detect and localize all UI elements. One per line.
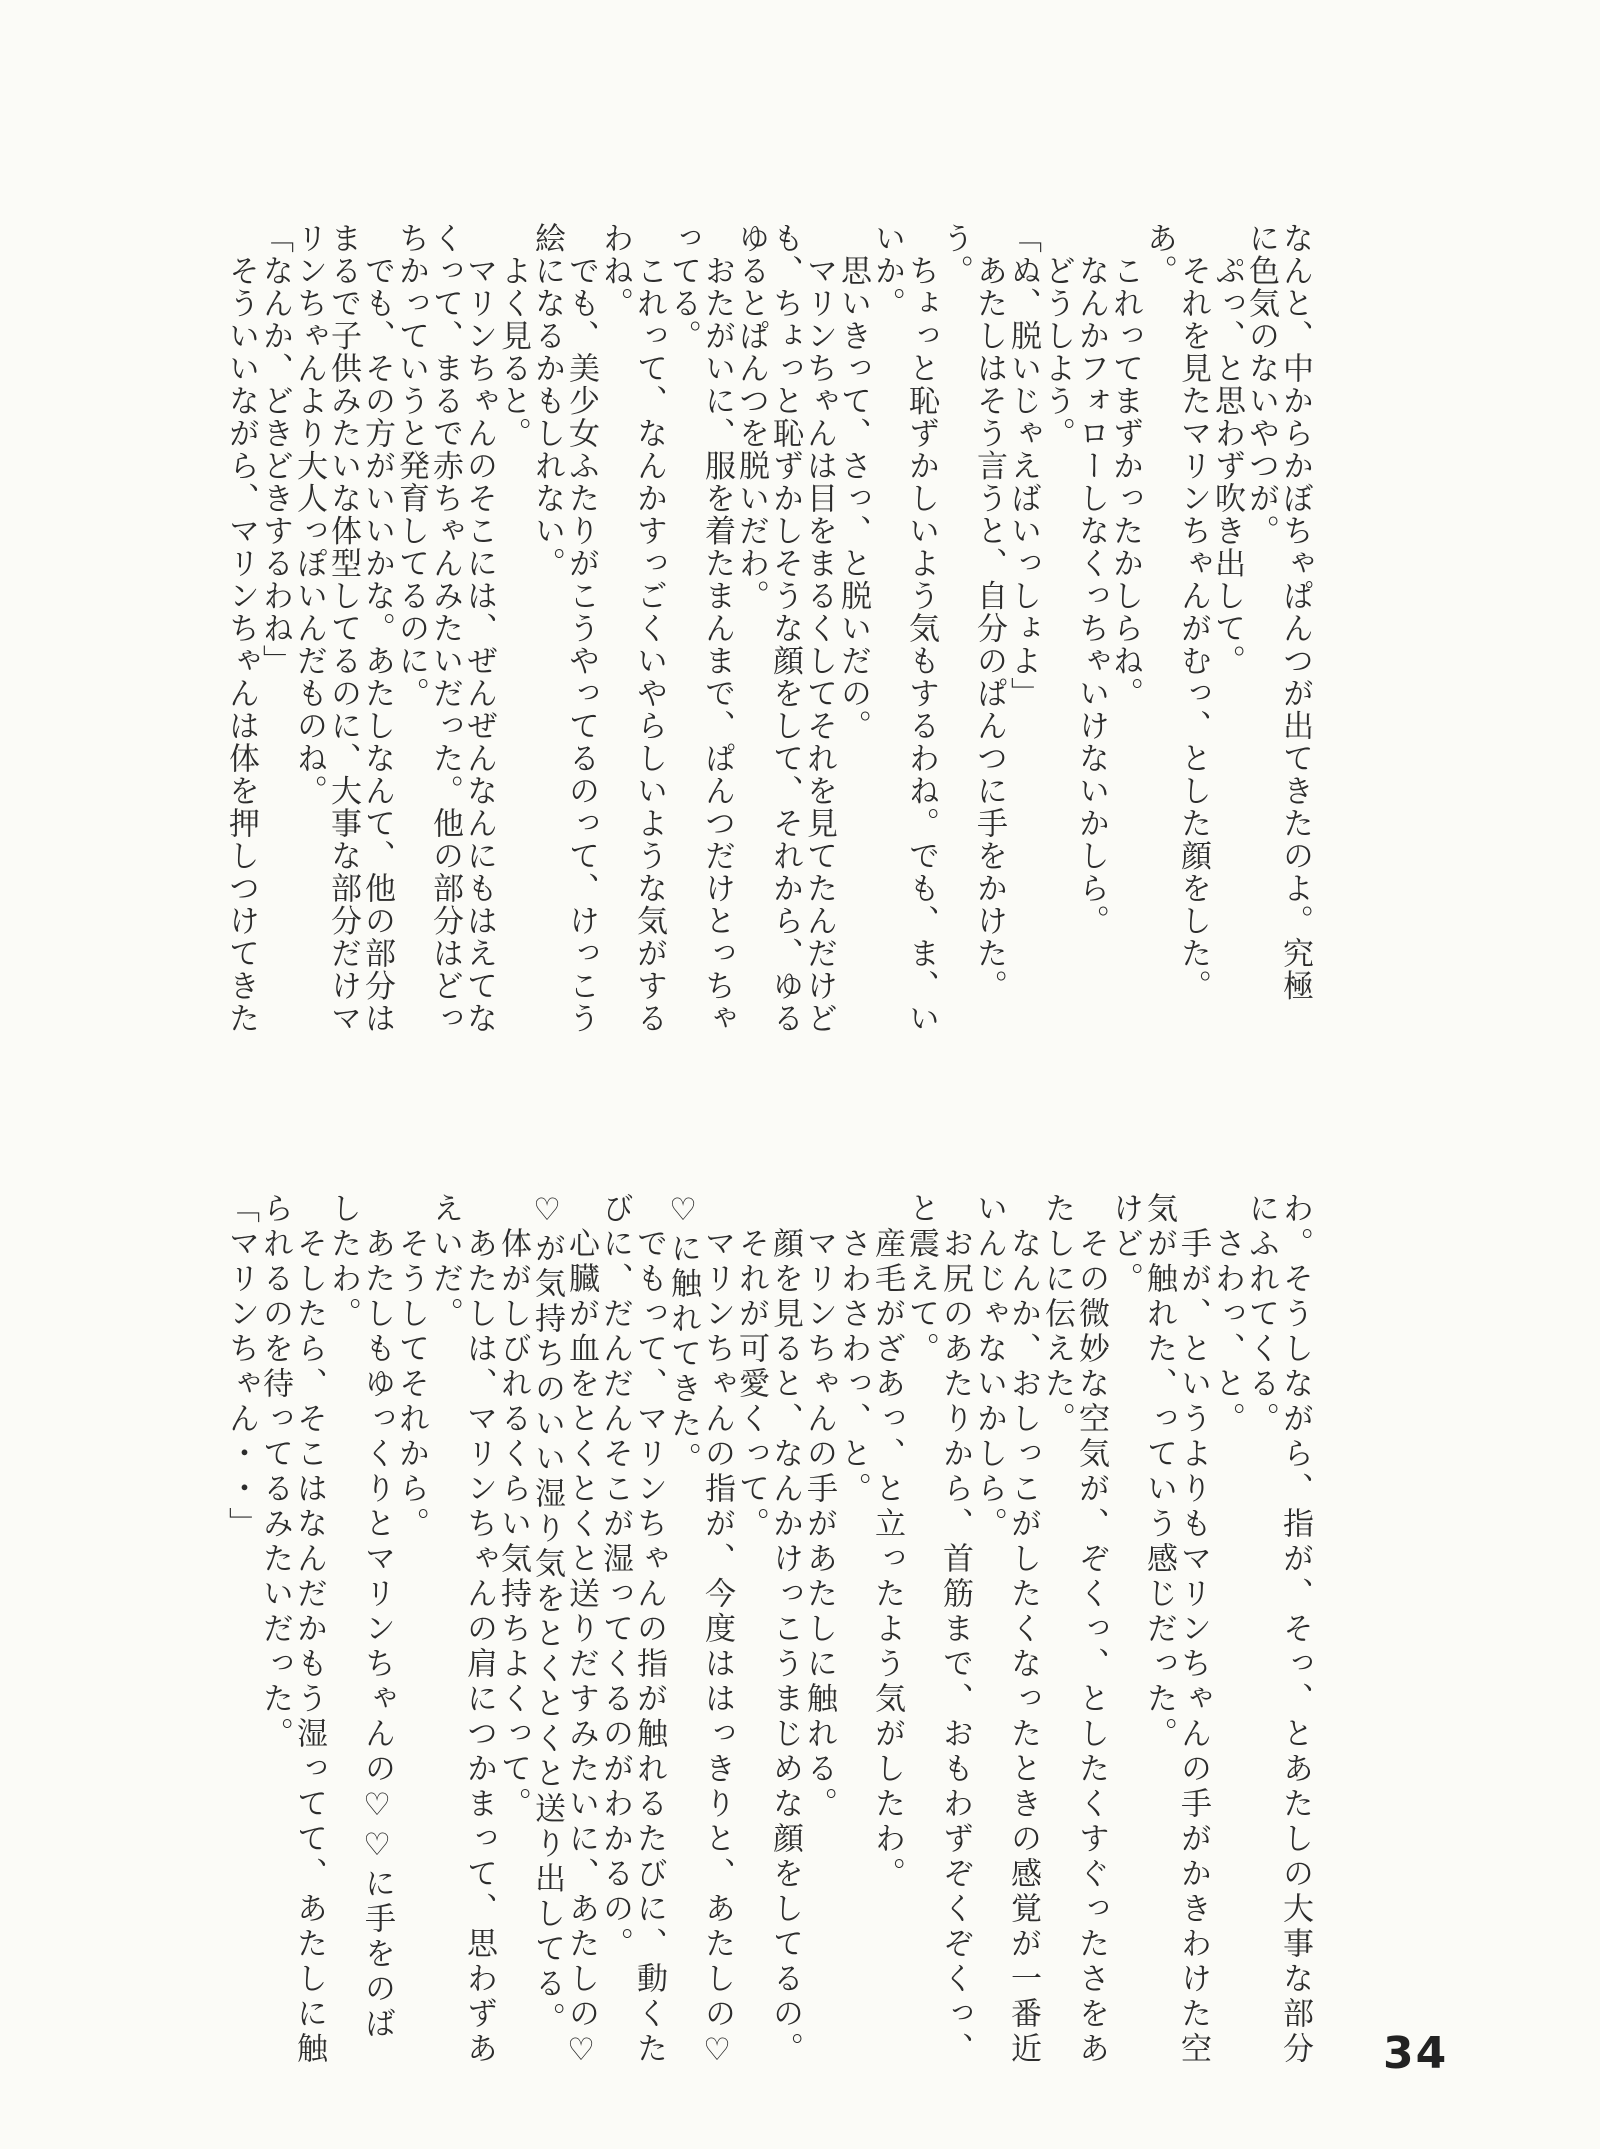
text-column: マリンちゃんのそこには、ぜんぜんなんにもはえてな	[461, 222, 497, 1035]
text-column: どうしよう。	[1039, 222, 1075, 450]
text-column: これってまずかったかしらね。	[1107, 222, 1143, 710]
text-column: わ。そうしながら、指が、そっ、とあたしの大事な部分	[1277, 1192, 1313, 2067]
text-column: でも、美少女ふたりがこうやってるのって、けっこう	[563, 222, 599, 1035]
text-column: これって、なんかすっごくいやらしいような気がする	[631, 222, 667, 1035]
text-column: に色気のないやつが。	[1243, 222, 1279, 547]
text-column: そしたら、そこはなんだかもう湿ってて、あたしに触	[291, 1192, 327, 2067]
text-column: お尻のあたりから、首筋まで、おもわずぞくぞくっ、	[937, 1192, 973, 2067]
text-column: いんじゃないかしら。	[971, 1192, 1007, 1542]
text-column: リンちゃんより大人っぽいんだものね。	[291, 222, 327, 807]
text-column: 顔を見ると、なんかけっこうまじめな顔をしてるの。	[767, 1192, 803, 2067]
text-column: なんかフォローしなくっちゃいけないかしら。	[1073, 222, 1109, 937]
text-block-top	[212, 222, 1313, 1035]
text-column: そうしてそれから。	[393, 1192, 429, 1542]
text-column: られるのを待ってるみたいだった。	[257, 1192, 293, 1752]
text-column: 心臓が血をとくとくと送りだすみたいに、あたしの♡	[563, 1192, 599, 2072]
text-column: 手が、というよりもマリンちゃんの手がかきわけた空	[1175, 1192, 1211, 2067]
text-column: わね。	[597, 222, 633, 320]
text-column: マリンちゃんの指が、今度ははっきりと、あたしの♡	[699, 1192, 735, 2072]
text-column: けど。	[1107, 1192, 1143, 1297]
text-column: びに、だんだんそこが湿ってくるのがわかるの。	[597, 1192, 633, 1962]
text-column: と震えて。	[903, 1192, 939, 1367]
text-column: それを見たマリンちゃんがむっ、とした顔をした。	[1175, 222, 1211, 1002]
page-number: 34	[1383, 2028, 1449, 2079]
text-column: よく見ると。	[495, 222, 531, 450]
text-column: ってる。	[665, 222, 701, 352]
text-column: ゆるとぱんつを脱いだわ。	[733, 222, 769, 612]
text-column: でも、その方がいいかな。あたしなんて、他の部分は	[359, 222, 395, 1035]
text-column: そういいながら、マリンちゃんは体を押しつけてきた	[223, 222, 259, 1035]
text-column: も、ちょっと恥ずかしそうな顔をして、それから、ゆる	[767, 222, 803, 1035]
text-column: ♡が気持ちのいい湿り気をとくとくと送り出してる。	[529, 1192, 565, 2037]
text-column: その微妙な空気が、ぞくっ、としたくすぐったさをあ	[1073, 1192, 1109, 2067]
text-column: 体がしびれるくらい気持ちよくって。	[495, 1192, 531, 1822]
text-column: マリンちゃんの手があたしに触れる。	[801, 1192, 837, 1822]
text-column: くって、まるで赤ちゃんみたいだった。他の部分はどっ	[427, 222, 463, 1035]
text-column: たしに伝えた。	[1039, 1192, 1075, 1437]
text-column: 気が触れた、っていう感じだった。	[1141, 1192, 1177, 1752]
text-column: マリンちゃんは目をまるくしてそれを見てたんだけど	[801, 222, 837, 1035]
text-column: 「マリンちゃん・・」	[223, 1192, 259, 1542]
text-column: ぷっ、と思わず吹き出して。	[1209, 222, 1245, 677]
text-column: おたがいに、服を着たまんまで、ぱんつだけとっちゃ	[699, 222, 735, 1035]
text-column: ちょっと恥ずかしいよう気もするわね。でも、ま、い	[903, 222, 939, 1035]
text-column: あ。	[1141, 222, 1177, 287]
text-column: まるで子供みたいな体型してるのに、大事な部分だけマ	[325, 222, 361, 1035]
text-column: あたしはそう言うと、自分のぱんつに手をかけた。	[971, 222, 1007, 1002]
text-block-bottom	[212, 1192, 1312, 2092]
text-column: ♡に触れてきた。	[665, 1192, 701, 1477]
text-column: にふれてくる。	[1243, 1192, 1279, 1437]
text-column: なんと、中からかぼちゃぱんつが出てきたのよ。究極	[1277, 222, 1313, 1002]
text-column: あたしは、マリンちゃんの肩につかまって、思わずあ	[461, 1192, 497, 2067]
text-column: あたしもゆっくりとマリンちゃんの♡♡に手をのば	[359, 1192, 395, 2042]
text-column: なんか、おしっこがしたくなったときの感覚が一番近	[1005, 1192, 1041, 2067]
text-column: 「なんか、どきどきするわね」	[257, 222, 293, 677]
text-column: 「ぬ、脱いじゃえばいっしょよ」	[1005, 222, 1041, 710]
text-column: いか。	[869, 222, 905, 320]
text-column: 産毛がざあっ、と立ったよう気がしたわ。	[869, 1192, 905, 1892]
text-column: えいだ。	[427, 1192, 463, 1332]
text-column: ちかっていうと発育してるのに。	[393, 222, 429, 710]
text-column: 思いきって、さっ、と脱いだの。	[835, 222, 871, 742]
text-column: したわ。	[325, 1192, 361, 1332]
text-column: それが可愛くって。	[733, 1192, 769, 1542]
text-column: 絵になるかもしれない。	[529, 222, 565, 580]
text-column: さわさわっ、と。	[835, 1192, 871, 1507]
text-column: でもって、マリンちゃんの指が触れるたびに、動くた	[631, 1192, 667, 2067]
text-column: う。	[937, 222, 973, 287]
text-column: さわっ、と。	[1209, 1192, 1245, 1437]
